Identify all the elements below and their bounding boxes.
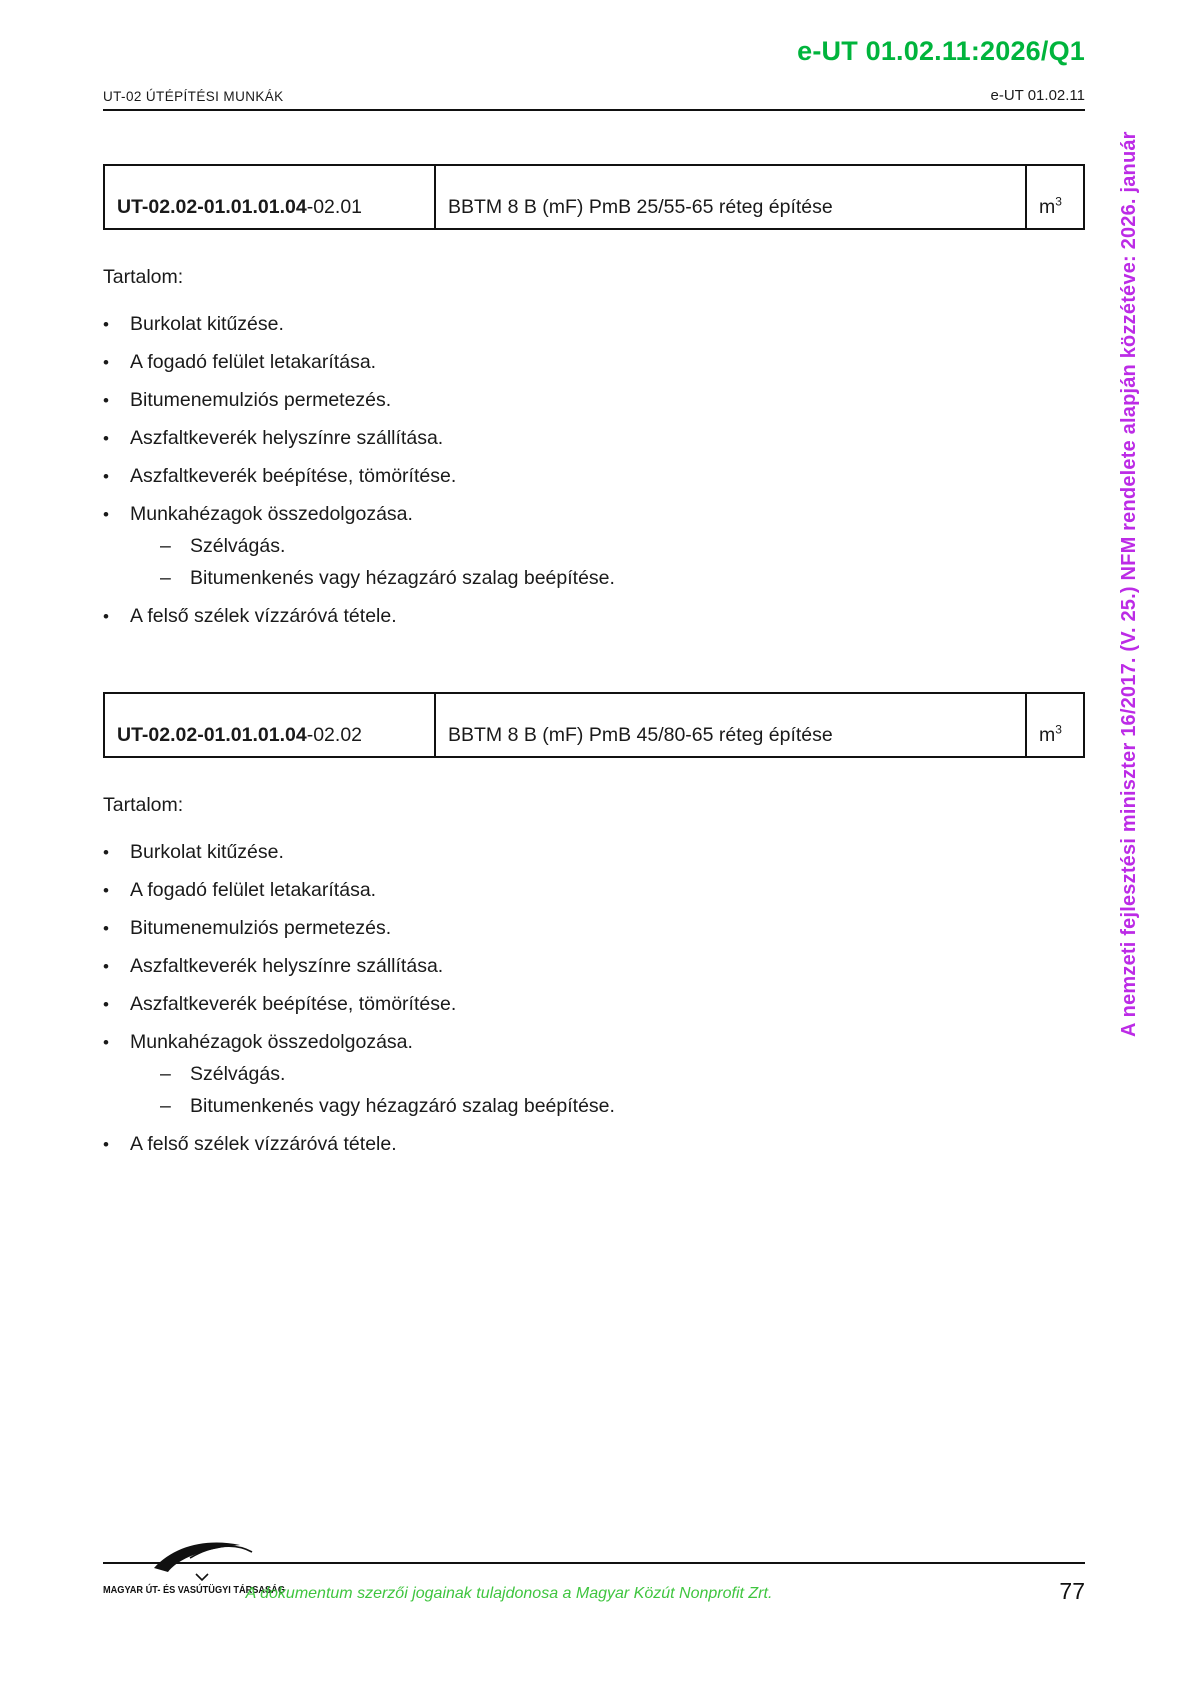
list-item — [103, 993, 1085, 1016]
item-code-cell — [104, 693, 435, 757]
bullet-marker: • — [103, 1135, 109, 1154]
list-item — [103, 427, 1085, 450]
work-item-row — [104, 165, 1084, 229]
item-code-suffix: -02.01 — [306, 196, 363, 218]
content-list-2 — [103, 841, 1085, 1156]
list-item-text: A fogadó felület letakarítása. — [130, 879, 377, 901]
list-item-text: Bitumenemulziós permetezés. — [130, 389, 392, 411]
work-item-row — [104, 693, 1084, 757]
dash-marker: – — [160, 1063, 171, 1085]
bullet-marker: • — [103, 919, 109, 938]
list-item — [103, 465, 1085, 488]
bullet-marker: • — [103, 467, 109, 486]
list-item-text: A felső szélek vízzáróvá tétele. — [130, 605, 397, 627]
unit-base: m — [1039, 196, 1056, 218]
list-item — [103, 917, 1085, 940]
work-item-table-2 — [103, 692, 1085, 758]
society-name: MAGYAR ÚT- ÉS VASÚTÜGYI TÁRSASÁG — [103, 1585, 285, 1596]
bullet-marker: • — [103, 315, 109, 334]
bullet-marker: • — [103, 607, 109, 626]
list-item-text: Munkahézagok összedolgozása. — [130, 1031, 413, 1053]
copyright-notice: A dokumentum szerzői jogainak tulajdonosa a Magyar Közút Nonprofit Zrt. — [245, 1585, 773, 1602]
sub-list-item — [160, 1063, 1085, 1086]
list-item — [103, 955, 1085, 978]
item-description-cell: BBTM 8 B (mF) PmB 45/80-65 réteg építése — [435, 693, 1026, 757]
sub-list-item — [160, 567, 1085, 590]
list-item-text: A fogadó felület letakarítása. — [130, 351, 377, 373]
bullet-marker: • — [103, 957, 109, 976]
list-item-text: Aszfaltkeverék helyszínre szállítása. — [130, 427, 444, 449]
list-item-text: Aszfaltkeverék beépítése, tömörítése. — [130, 993, 457, 1015]
dash-marker: – — [160, 535, 171, 557]
bullet-marker: • — [103, 881, 109, 900]
list-item-text: Munkahézagok összedolgozása. — [130, 503, 413, 525]
content-list-1 — [103, 313, 1085, 628]
bullet-marker: • — [103, 1033, 109, 1052]
list-item-text: Bitumenkenés vagy hézagzáró szalag beépítése. — [190, 1095, 615, 1117]
list-item-text: A felső szélek vízzáróvá tétele. — [130, 1133, 397, 1155]
bullet-marker: • — [103, 429, 109, 448]
unit-superscript: 3 — [1055, 194, 1062, 209]
page-header — [103, 87, 1085, 111]
dash-marker: – — [160, 1095, 171, 1117]
unit-base: m — [1039, 724, 1056, 746]
list-item — [103, 1133, 1085, 1156]
list-item — [103, 1031, 1085, 1054]
list-item-text: Aszfaltkeverék helyszínre szállítása. — [130, 955, 444, 977]
road-swoosh-icon — [148, 1536, 258, 1584]
item-code-bold: UT-02.02-01.01.01.04 — [117, 196, 307, 218]
dash-marker: – — [160, 567, 171, 589]
bullet-marker: • — [103, 391, 109, 410]
list-item-text: Szélvágás. — [190, 1063, 286, 1085]
page-number: 77 — [1059, 1578, 1085, 1604]
list-item-text: Burkolat kitűzése. — [130, 841, 284, 863]
bullet-marker: • — [103, 843, 109, 862]
list-item-text: Bitumenkenés vagy hézagzáró szalag beépítése. — [190, 567, 615, 589]
header-doc-reference: e-UT 01.02.11 — [990, 87, 1085, 104]
list-item — [103, 879, 1085, 902]
unit-superscript: 3 — [1055, 722, 1062, 737]
list-item — [103, 351, 1085, 374]
decree-vertical-note: A nemzeti fejlesztési miniszter 16/2017. (V. 25.) NFM rendelete alapján közzétéve: 2026. január — [1118, 131, 1140, 1037]
page-content — [103, 0, 1085, 1156]
bullet-marker: • — [103, 995, 109, 1014]
item-unit-cell — [1026, 165, 1084, 229]
list-item — [103, 841, 1085, 864]
list-item — [103, 389, 1085, 412]
list-item-text: Burkolat kitűzése. — [130, 313, 284, 335]
list-item — [103, 503, 1085, 526]
list-item — [103, 313, 1085, 336]
item-code-bold: UT-02.02-01.01.01.04 — [117, 724, 307, 746]
doc-version-reference: e-UT 01.02.11:2026/Q1 — [797, 36, 1085, 66]
item-description-cell: BBTM 8 B (mF) PmB 25/55-65 réteg építése — [435, 165, 1026, 229]
list-item-text: Bitumenemulziós permetezés. — [130, 917, 392, 939]
list-item-text: Szélvágás. — [190, 535, 286, 557]
society-logo — [148, 1536, 258, 1589]
list-item — [103, 605, 1085, 628]
bullet-marker: • — [103, 505, 109, 524]
header-section-title: UT-02 ÚTÉPÍTÉSI MUNKÁK — [103, 89, 284, 104]
item-code-cell — [104, 165, 435, 229]
bullet-marker: • — [103, 353, 109, 372]
content-label: Tartalom: — [103, 266, 184, 288]
content-label: Tartalom: — [103, 794, 184, 816]
sub-list-item — [160, 535, 1085, 558]
work-item-table-1 — [103, 164, 1085, 230]
list-item-text: Aszfaltkeverék beépítése, tömörítése. — [130, 465, 457, 487]
sub-list-item — [160, 1095, 1085, 1118]
item-unit-cell — [1026, 693, 1084, 757]
item-code-suffix: -02.02 — [306, 724, 363, 746]
